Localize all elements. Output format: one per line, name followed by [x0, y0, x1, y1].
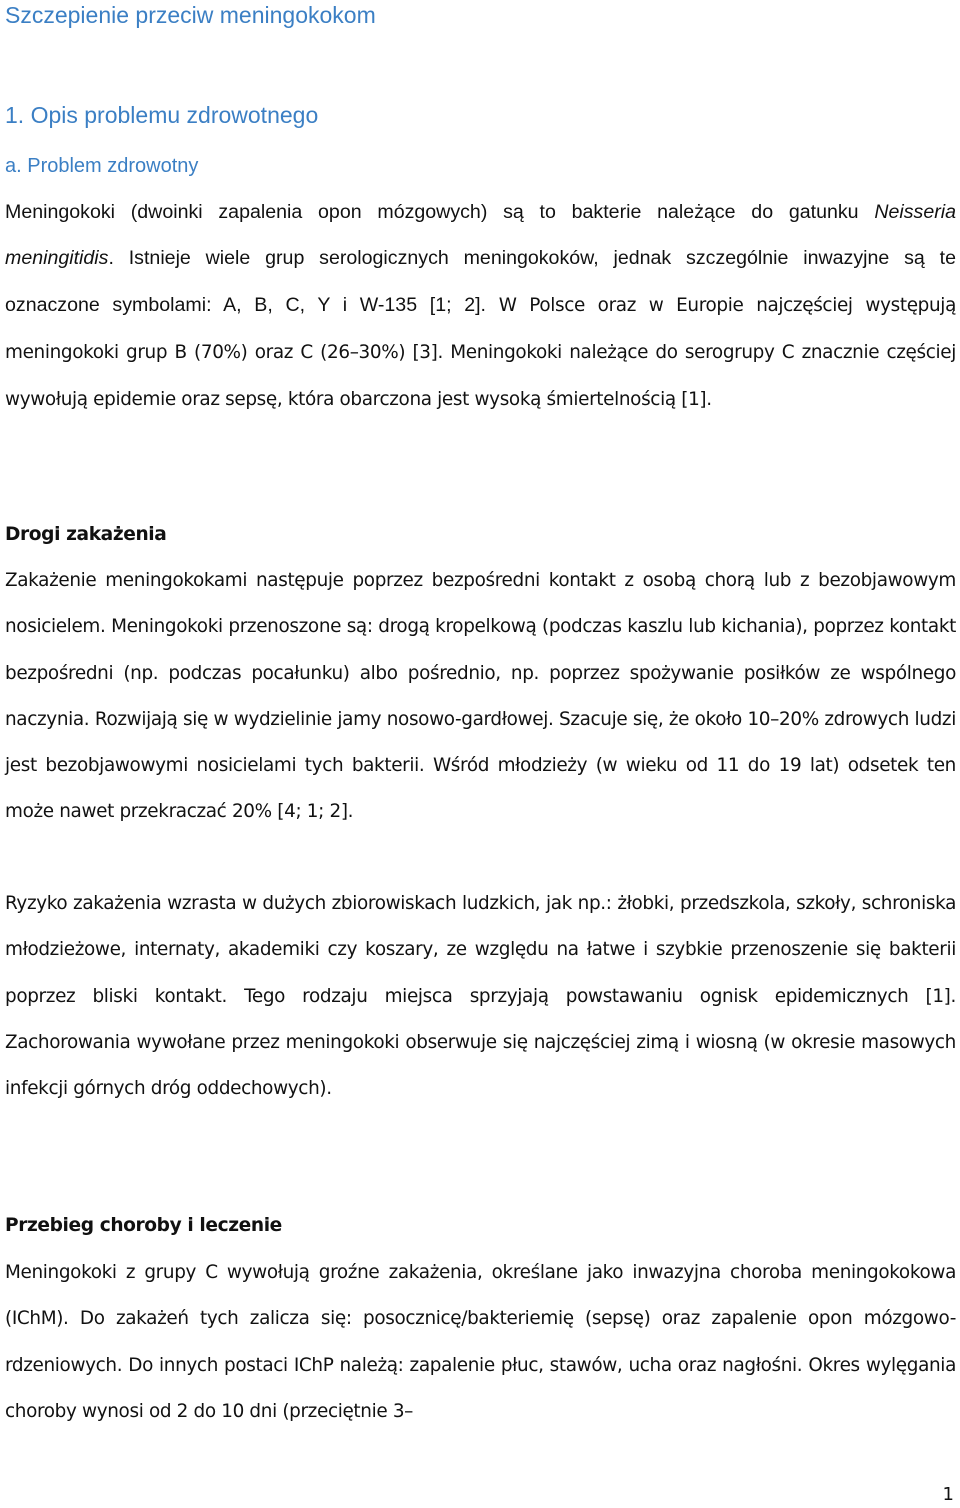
- transmission-heading: Drogi zakażenia: [5, 524, 167, 545]
- course-heading: Przebieg choroby i leczenie: [5, 1215, 282, 1236]
- intro-lead: Meningokoki (dwoinki zapalenia opon mózgowych) są to bakterie należące do gatunku: [5, 201, 875, 223]
- document-title: Szczepienie przeciw meningokokom: [5, 2, 376, 28]
- intro-rest: . Istnieje wiele grup serologicznych meningokoków, jednak szczególnie inwazyjne są te oznaczone symbolami: A, B, C, Y i W-135 [1; 2].: [5, 247, 956, 316]
- intro-epidemiology: W Polsce oraz w Europie najczęściej występują meningokoki grup B (70%) oraz C (26–30%) [3]. Meningokoki należące do serogrupy C znacznie częściej wywołują epidemie oraz sepsę, która obarczona jest wysoką śmiertelnością [1].: [5, 294, 956, 411]
- section-heading: 1. Opis problemu zdrowotnego: [5, 102, 319, 128]
- page-number: 1: [942, 1484, 954, 1505]
- transmission-paragraph-1: Zakażenie meningokokami następuje poprzez bezpośredni kontakt z osobą chorą lub z bezobjawowym nosicielem. Meningokoki przenoszone są: drogą kropelkową (podczas kaszlu lub kichania), poprzez kontakt bezpośredni (np. podczas pocałunku) albo pośrednio, np. poprzez spożywanie posiłków ze wspólnego naczynia. Rozwijają się w wydzielinie jamy nosowo-gardłowej. Szacuje się, że około 10–20% zdrowych ludzi jest bezobjawowymi nosicielami tych bakterii. Wśród młodzieży (w wieku od 11 do 19 lat) odsetek ten może nawet przekraczać 20% [4; 1; 2].: [5, 570, 956, 823]
- course-paragraph-1: Meningokoki z grupy C wywołują groźne zakażenia, określane jako inwazyjna choroba meningokokowa (IChM). Do zakażeń tych zalicza się: posocznicę/bakteriemię (sepsę) oraz zapalenie opon mózgowo-rdzeniowych. Do innych postaci IChP należą: zapalenie płuc, stawów, ucha oraz nagłośni. Okres wylęgania choroby wynosi od 2 do 10 dni (przeciętnie 3–: [5, 1262, 956, 1422]
- intro-paragraph: [5, 189, 956, 423]
- transmission-paragraph-2: Ryzyko zakażenia wzrasta w dużych zbiorowiskach ludzkich, jak np.: żłobki, przedszkola, szkoły, schroniska młodzieżowe, internaty, akademiki czy koszary, ze względu na łatwe i szybkie przenoszenie się bakterii poprzez bliski kontakt. Tego rodzaju miejsca sprzyjają powstawaniu ognisk epidemicznych [1]. Zachorowania wywołane przez meningokoki obserwuje się najczęściej zimą i wiosną (w okresie masowych infekcji górnych dróg oddechowych).: [5, 893, 956, 1100]
- subsection-heading: a. Problem zdrowotny: [5, 155, 199, 177]
- species-name: Neisseria meningitidis: [5, 201, 956, 270]
